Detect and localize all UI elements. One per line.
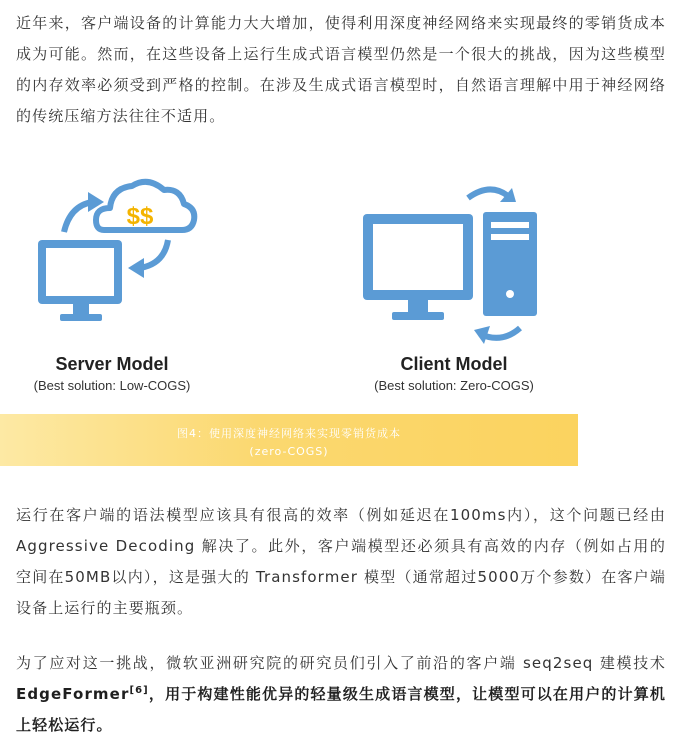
cogs-figure bbox=[0, 160, 686, 450]
figure-caption bbox=[0, 414, 578, 466]
intro-paragraph: 近年来，客户端设备的计算能力大大增加，使得利用深度神经网络来实现最终的零销货成本成为可能。然而，在这些设备上运行生成式语言模型仍然是一个很大的挑战，因为这些模型的内存效率必须受到严格的控制。在涉及生成式语言模型时，自然语言理解中用于神经网络的传统压缩方法往往不适用。 bbox=[16, 14, 666, 125]
caption-line-2: (zero-COGS) bbox=[249, 445, 329, 458]
loop-arrow-top-icon bbox=[468, 189, 508, 198]
edgeformer-paragraph bbox=[16, 648, 666, 741]
upload-arrow-icon bbox=[64, 202, 92, 232]
server-model-title: Server Model bbox=[55, 354, 169, 374]
client-model-subtitle: (Best solution: Zero-COGS) bbox=[374, 378, 534, 393]
server-model-subtitle: (Best solution: Low-COGS) bbox=[33, 378, 191, 393]
client-monitor-icon bbox=[363, 214, 473, 320]
download-arrow-head-icon bbox=[128, 258, 144, 278]
edgeformer-lead: 为了应对这一挑战，微软亚洲研究院的研究员们引入了前沿的客户端 seq2seq 建模技术 bbox=[16, 654, 666, 672]
edgeformer-name: EdgeFormer bbox=[16, 685, 130, 703]
edgeformer-description: ，用于构建性能优异的轻量级生成语言模型，让模型可以在用户的计算机上轻松运行。 bbox=[16, 685, 666, 734]
client-model-paragraph: 运行在客户端的语法模型应该具有很高的效率（例如延迟在100ms内），这个问题已经由 Aggressive Decoding 解决了。此外，客户端模型还必须具有高效的内存（例如占用的空间在50MB以内），这是强大的 Transformer 模型（通常超过5000万个参数）在客户端设备上运行的主要瓶颈。 bbox=[16, 506, 666, 617]
dollar-icon: $$ bbox=[126, 203, 154, 230]
download-arrow-icon bbox=[140, 240, 168, 268]
computer-tower-icon bbox=[483, 212, 537, 316]
server-monitor-icon bbox=[38, 240, 122, 321]
reference-marker[interactable]: [6] bbox=[129, 685, 149, 696]
client-model-title: Client Model bbox=[400, 354, 508, 374]
figure-illustration bbox=[0, 160, 686, 450]
caption-line-1: 图4：使用深度神经网络来实现零销货成本 bbox=[177, 427, 401, 440]
